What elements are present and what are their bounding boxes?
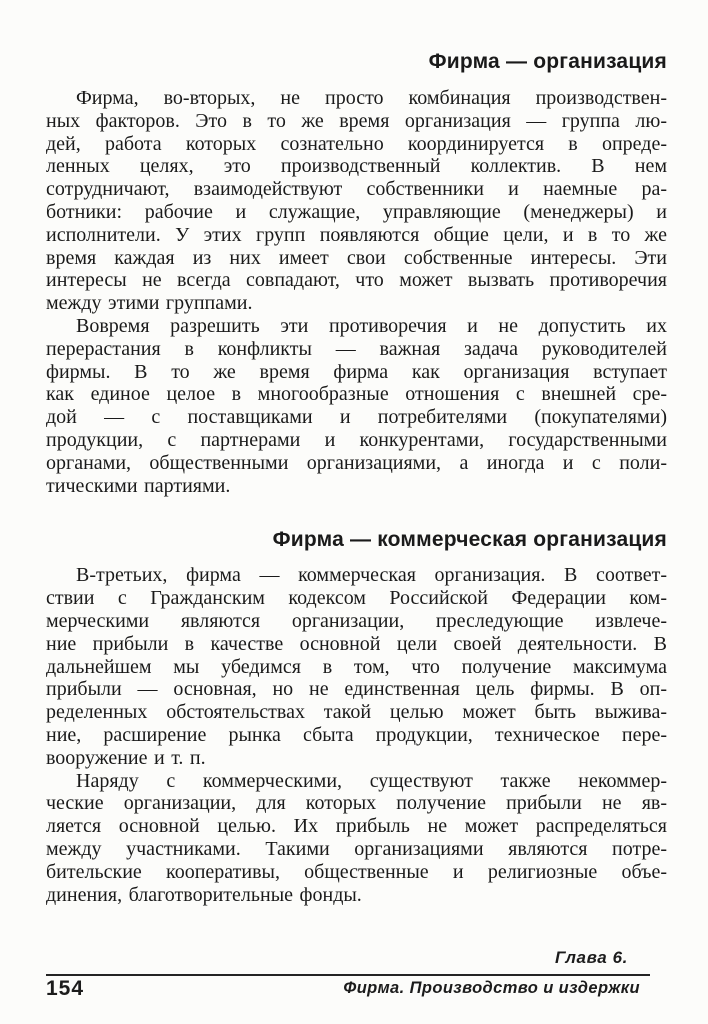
paragraph-firm-organization-1 <box>46 87 667 315</box>
page-number: 154 <box>46 977 85 1000</box>
text-line: перерастания в конфликты — важная задача руководителей <box>46 337 667 360</box>
text-line: дей, работа которых сознательно координируется в опреде- <box>46 132 667 155</box>
text-line: между участниками. Такими организациями являются потре- <box>46 837 667 860</box>
text-line: тическими партиями. <box>46 474 231 497</box>
text-line: прибыли — основная, но не единственная цель фирмы. В оп- <box>46 678 667 701</box>
text-line: вооружение и т. п. <box>46 746 206 769</box>
paragraph-firm-organization-2 <box>46 315 667 497</box>
text-line: ботники: рабочие и служащие, управляющие (менеджеры) и <box>46 200 667 223</box>
text-line: динения, благотворительные фонды. <box>46 883 362 906</box>
text-line: Вовремя разрешить эти противоречия и не допустить их <box>76 314 667 337</box>
text-line: ленных целях, это производственный коллектив. В нем <box>46 155 667 178</box>
text-line: как единое целое в многообразные отношения с внешней сре- <box>46 383 667 406</box>
text-line: интересы не всегда совпадают, что может вызвать противоречия <box>46 269 667 292</box>
text-line: В-третьих, фирма — коммерческая организация. В соответ- <box>76 564 667 587</box>
running-footer-title: Фирма. Производство и издержки <box>343 979 640 997</box>
text-line: ределенных обстоятельствах такой целью может быть выжива- <box>46 701 667 724</box>
text-line: бительские кооперативы, общественные и религиозные объе- <box>46 860 667 883</box>
text-line: органами, общественными организациями, а иногда и с поли- <box>46 451 667 474</box>
text-line: продукции, с партнерами и конкурентами, государственными <box>46 428 667 451</box>
text-line: между этими группами. <box>46 292 253 315</box>
chapter-label: Глава 6. <box>554 948 628 967</box>
text-line: дой — с поставщиками и потребителями (покупателями) <box>46 406 667 429</box>
running-head: Фирма — организация <box>428 50 667 73</box>
footer-rule <box>46 974 650 976</box>
text-line: ляется основной целью. Их прибыль не может распределяться <box>46 815 667 838</box>
page-content <box>46 0 667 906</box>
text-line: мерческими являются организации, преследующие извлече- <box>46 609 667 632</box>
text-line: ных факторов. Это в то же время организация — группа лю- <box>46 109 667 132</box>
page-footer <box>46 948 650 1001</box>
text-line: ние прибыли в качестве основной цели своей деятельности. В <box>46 632 667 655</box>
section-heading-commercial-organization: Фирма — коммерческая организация <box>272 528 667 552</box>
paragraph-commercial-2 <box>46 770 667 907</box>
text-line: сотрудничают, взаимодействуют собственники и наемные ра- <box>46 178 667 201</box>
text-line: ческие организации, для которых получение прибыли не яв- <box>46 792 667 815</box>
paragraph-commercial-1 <box>46 564 667 769</box>
text-line: ние, расширение рынка сбыта продукции, техническое пере- <box>46 723 667 746</box>
text-line: исполнители. У этих групп появляются общие цели, и в то же <box>46 223 667 246</box>
text-line: ствии с Гражданским кодексом Российской Федерации ком- <box>46 587 667 610</box>
text-line: Фирма, во-вторых, не просто комбинация производствен- <box>76 87 667 109</box>
text-line: фирмы. В то же время фирма как организация вступает <box>46 360 667 383</box>
text-line: дальнейшем мы убедимся в том, что получение максимума <box>46 655 667 678</box>
text-line: Наряду с коммерческими, существуют также некоммер- <box>76 769 667 792</box>
text-line: время каждая из них имеет свои собственные интересы. Эти <box>46 246 667 269</box>
footer-row <box>46 977 650 1001</box>
